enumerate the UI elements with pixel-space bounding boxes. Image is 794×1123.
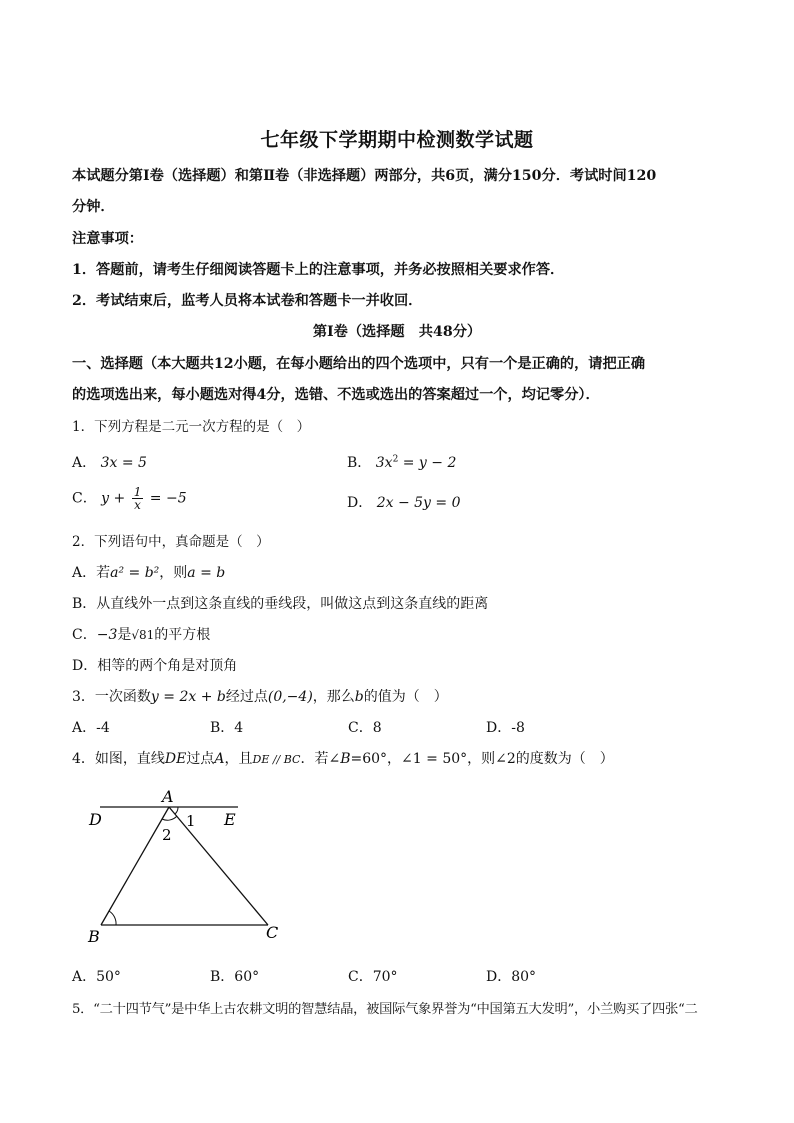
q4-stem-mid-3: ．若∠ <box>300 751 341 767</box>
q2-c-expr: −3 <box>96 627 118 643</box>
point-label-a: A <box>162 787 174 806</box>
q4-option-c: C．70° <box>348 969 398 985</box>
q2-option-d: D．相等的两个角是对顶角 <box>72 658 238 674</box>
angle-1-arc <box>175 807 178 814</box>
part1-heading: 第Ⅰ卷（选择题 共48分） <box>312 324 482 340</box>
q1-a-label: A． <box>72 455 97 471</box>
q2-c-root: √81 <box>131 628 155 642</box>
q1-option-a <box>72 452 147 472</box>
q2-option-a <box>72 562 225 582</box>
q2-option-b: B．从直线外一点到这条直线的垂线段，叫做这点到这条直线的距离 <box>72 596 489 612</box>
q1-c-post: = −5 <box>145 490 187 507</box>
q1-b-exponent: 2 <box>392 454 399 465</box>
q1-option-b <box>347 452 456 472</box>
q3-stem-mid-2: ，那么 <box>312 689 355 705</box>
q1-d-expr: 2x − 5y = 0 <box>376 495 461 511</box>
q2-c-pre: C． <box>72 627 97 643</box>
intro-line-1: 本试题分第Ⅰ卷（选择题）和第Ⅱ卷（非选择题）两部分，共6页，满分150分．考试时间120 <box>72 168 657 184</box>
q3-option-a: A．-4 <box>72 720 110 736</box>
q2-a-mid: ，则 <box>159 565 188 581</box>
q4-stem-mid-4: =60°，∠1 = 50°，则∠2的度数为（ ） <box>350 751 614 767</box>
angle-2-arc <box>162 816 177 820</box>
q1-b-expr-1: 3x <box>375 455 393 471</box>
q3-stem-b: b <box>354 689 364 705</box>
q1-option-c <box>72 486 187 511</box>
intro-line-2: 分钟． <box>72 199 115 215</box>
point-label-b: B <box>88 927 100 946</box>
point-label-c: C <box>266 923 279 942</box>
segment-ac <box>169 807 268 925</box>
q4-stem-mid-2: ，且 <box>224 751 253 767</box>
q2-a-expr-2: a = b <box>187 565 226 581</box>
q3-stem-pre: 3．一次函数 <box>72 689 151 705</box>
q2-c-mid: 是 <box>117 627 132 643</box>
segment-ab <box>101 807 169 925</box>
q3-stem-mid: 经过点 <box>225 689 268 705</box>
q4-option-d: D．80° <box>486 969 537 985</box>
q1-b-expr-2: = y − 2 <box>398 455 457 471</box>
q4-stem <box>72 748 614 768</box>
q3-stem-post: 的值为（ ） <box>363 689 448 705</box>
q3-stem-expr: y = 2x + b <box>150 689 226 705</box>
section-line-1: 一、选择题（本大题共12小题，在每小题给出的四个选项中，只有一个是正确的，请把正确 <box>72 356 646 372</box>
q2-stem: 2．下列语句中，真命题是（ ） <box>72 534 270 550</box>
q4-stem-mid: 过点 <box>186 751 215 767</box>
q5-stem: 5．“二十四节气”是中华上古农耕文明的智慧结晶，被国际气象界誉为“中国第五大发明”，小兰购买了四张“二 <box>72 1002 698 1017</box>
q2-option-c <box>72 624 210 644</box>
q4-option-b: B．60° <box>210 969 260 985</box>
note-1: 1．答题前，请考生仔细阅读答题卡上的注意事项，并务必按照相关要求作答． <box>72 262 565 278</box>
q3-stem <box>72 686 448 706</box>
q4-stem-a: A <box>214 751 225 767</box>
angle-label-1: 1 <box>186 812 196 830</box>
q4-stem-parallel: DE // BC <box>252 753 301 766</box>
q3-option-c: C．8 <box>348 720 382 736</box>
q2-a-expr: a² = b² <box>110 565 160 581</box>
q2-a-pre: A．若 <box>72 565 111 581</box>
notes-heading: 注意事项： <box>72 231 143 247</box>
q2-c-post: 的平方根 <box>154 627 211 643</box>
angle-label-2: 2 <box>162 826 172 844</box>
q1-option-d <box>347 492 460 512</box>
angle-b-arc <box>109 911 116 925</box>
q1-b-label: B． <box>347 455 372 471</box>
q4-option-a: A．50° <box>72 969 121 985</box>
page-title: 七年级下学期期中检测数学试题 <box>260 129 534 151</box>
q4-stem-de: DE <box>164 751 187 767</box>
note-2: 2．考试结束后，监考人员将本试卷和答题卡一并收回． <box>72 293 423 309</box>
q1-c-numerator: 1 <box>133 485 142 499</box>
q4-stem-pre: 4．如图，直线 <box>72 751 165 767</box>
q1-c-pre: y + <box>101 490 130 507</box>
point-label-d: D <box>89 810 102 829</box>
section-line-2: 的选项选出来，每小题选对得4分，选错、不选或选出的答案超过一个，均记零分）． <box>72 387 600 403</box>
q3-stem-point: (0,−4) <box>267 689 313 705</box>
q3-option-b: B．4 <box>210 720 244 736</box>
q4-stem-b: B <box>340 751 351 767</box>
q4-triangle-figure <box>80 780 300 950</box>
q1-c-denominator: x <box>134 498 141 512</box>
q1-stem: 1．下列方程是二元一次方程的是（ ） <box>72 419 311 435</box>
q3-option-d: D．-8 <box>486 720 525 736</box>
q1-c-label: C． <box>72 490 97 507</box>
point-label-e: E <box>224 810 236 829</box>
q1-d-label: D． <box>347 495 373 511</box>
q1-a-expr: 3x = 5 <box>100 455 147 471</box>
q1-c-fraction <box>132 486 144 511</box>
